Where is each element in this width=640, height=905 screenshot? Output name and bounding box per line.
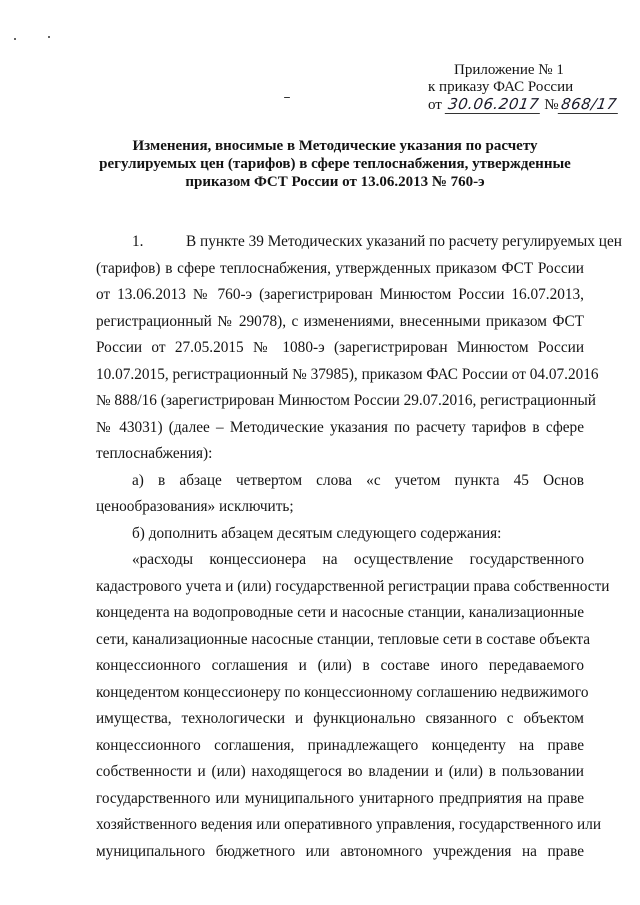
paragraph-line: (тарифов) в сфере теплоснабжения, утвержденных приказом ФСТ России — [96, 259, 584, 277]
paragraph-line: теплоснабжения): — [96, 445, 213, 462]
paragraph-line: регистрационный № 29078), с изменениями, внесенными приказом ФСТ — [96, 312, 584, 330]
title-line: Изменения, вносимые в Методические указания по расчету — [132, 138, 538, 154]
paragraph-line: концедентом концессионеру по концессионному соглашению недвижимого — [96, 683, 589, 701]
item-number: 1. — [132, 233, 144, 250]
handwritten-date: 30.06.2017 — [444, 96, 541, 114]
appendix-title: Приложение № 1 — [454, 62, 564, 78]
paragraph-line: 10.07.2015, регистрационный № 37985), приказом ФАС России от 04.07.2016 — [96, 365, 599, 383]
appendix-header — [428, 62, 628, 114]
paragraph-line: ценообразования» исключить; — [96, 498, 294, 515]
paragraph-line: кадастрового учета и (или) государственной регистрации права собственности — [96, 577, 610, 595]
paragraph-line: б) дополнить абзацем десятым следующего содержания: — [132, 524, 502, 542]
paragraph-line: хозяйственного ведения или оперативного управления, государственного или — [96, 816, 602, 833]
paragraph-line: концессионного соглашения, принадлежащего концеденту на праве — [96, 736, 584, 754]
date-prefix: от — [428, 97, 442, 113]
handwritten-number: 868/17 — [557, 96, 619, 114]
paragraph-line: концессионного соглашения и (или) в составе иного передаваемого — [96, 657, 584, 674]
paragraph-line: собственности и (или) находящегося во владении и (или) в пользовании — [96, 763, 584, 780]
paragraph-line: 1. В пункте 39 Методических указаний по расчету регулируемых цен — [96, 229, 584, 256]
paragraph-line: государственного или муниципального унитарного предприятия на праве — [96, 789, 584, 807]
paragraph-line: а) в абзаце четвертом слова «с учетом пункта 45 Основ — [132, 471, 584, 489]
paragraph-line: России от 27.05.2015 № 1080-э (зарегистрирован Минюстом России — [96, 339, 584, 356]
paragraph-line: сети, канализационные насосные станции, тепловые сети в составе объекта — [96, 630, 591, 648]
paragraph-line: от 13.06.2013 № 760-э (зарегистрирован Минюстом России 16.07.2013, — [96, 286, 584, 303]
paragraph-line: № 888/16 (зарегистрирован Минюстом России 29.07.2016, регистрационный — [96, 392, 596, 409]
paragraph-line: имущества, технологически и функционально связанного с объектом — [96, 710, 584, 727]
document-body — [96, 229, 622, 865]
paragraph-line: № 43031) (далее – Методические указания по расчету тарифов в сфере — [96, 418, 584, 436]
paragraph-line: «расходы концессионера на осуществление государственного — [132, 551, 584, 568]
paragraph-line: муниципального бюджетного или автономного учреждения на праве — [96, 842, 584, 860]
title-line: регулируемых цен (тарифов) в сфере теплоснабжения, утвержденные — [99, 156, 571, 172]
title-line: приказом ФСТ России от 13.06.2013 № 760-э — [185, 174, 485, 190]
scan-speck — [48, 36, 50, 38]
scan-speck — [284, 97, 290, 98]
paragraph-line: концедента на водопроводные сети и насосные станции, канализационные — [96, 604, 584, 621]
document-title — [80, 137, 590, 191]
number-prefix: № — [544, 97, 559, 113]
appendix-date-number — [428, 96, 628, 114]
appendix-order-ref: к приказу ФАС России — [428, 79, 574, 95]
scan-speck — [14, 38, 16, 40]
